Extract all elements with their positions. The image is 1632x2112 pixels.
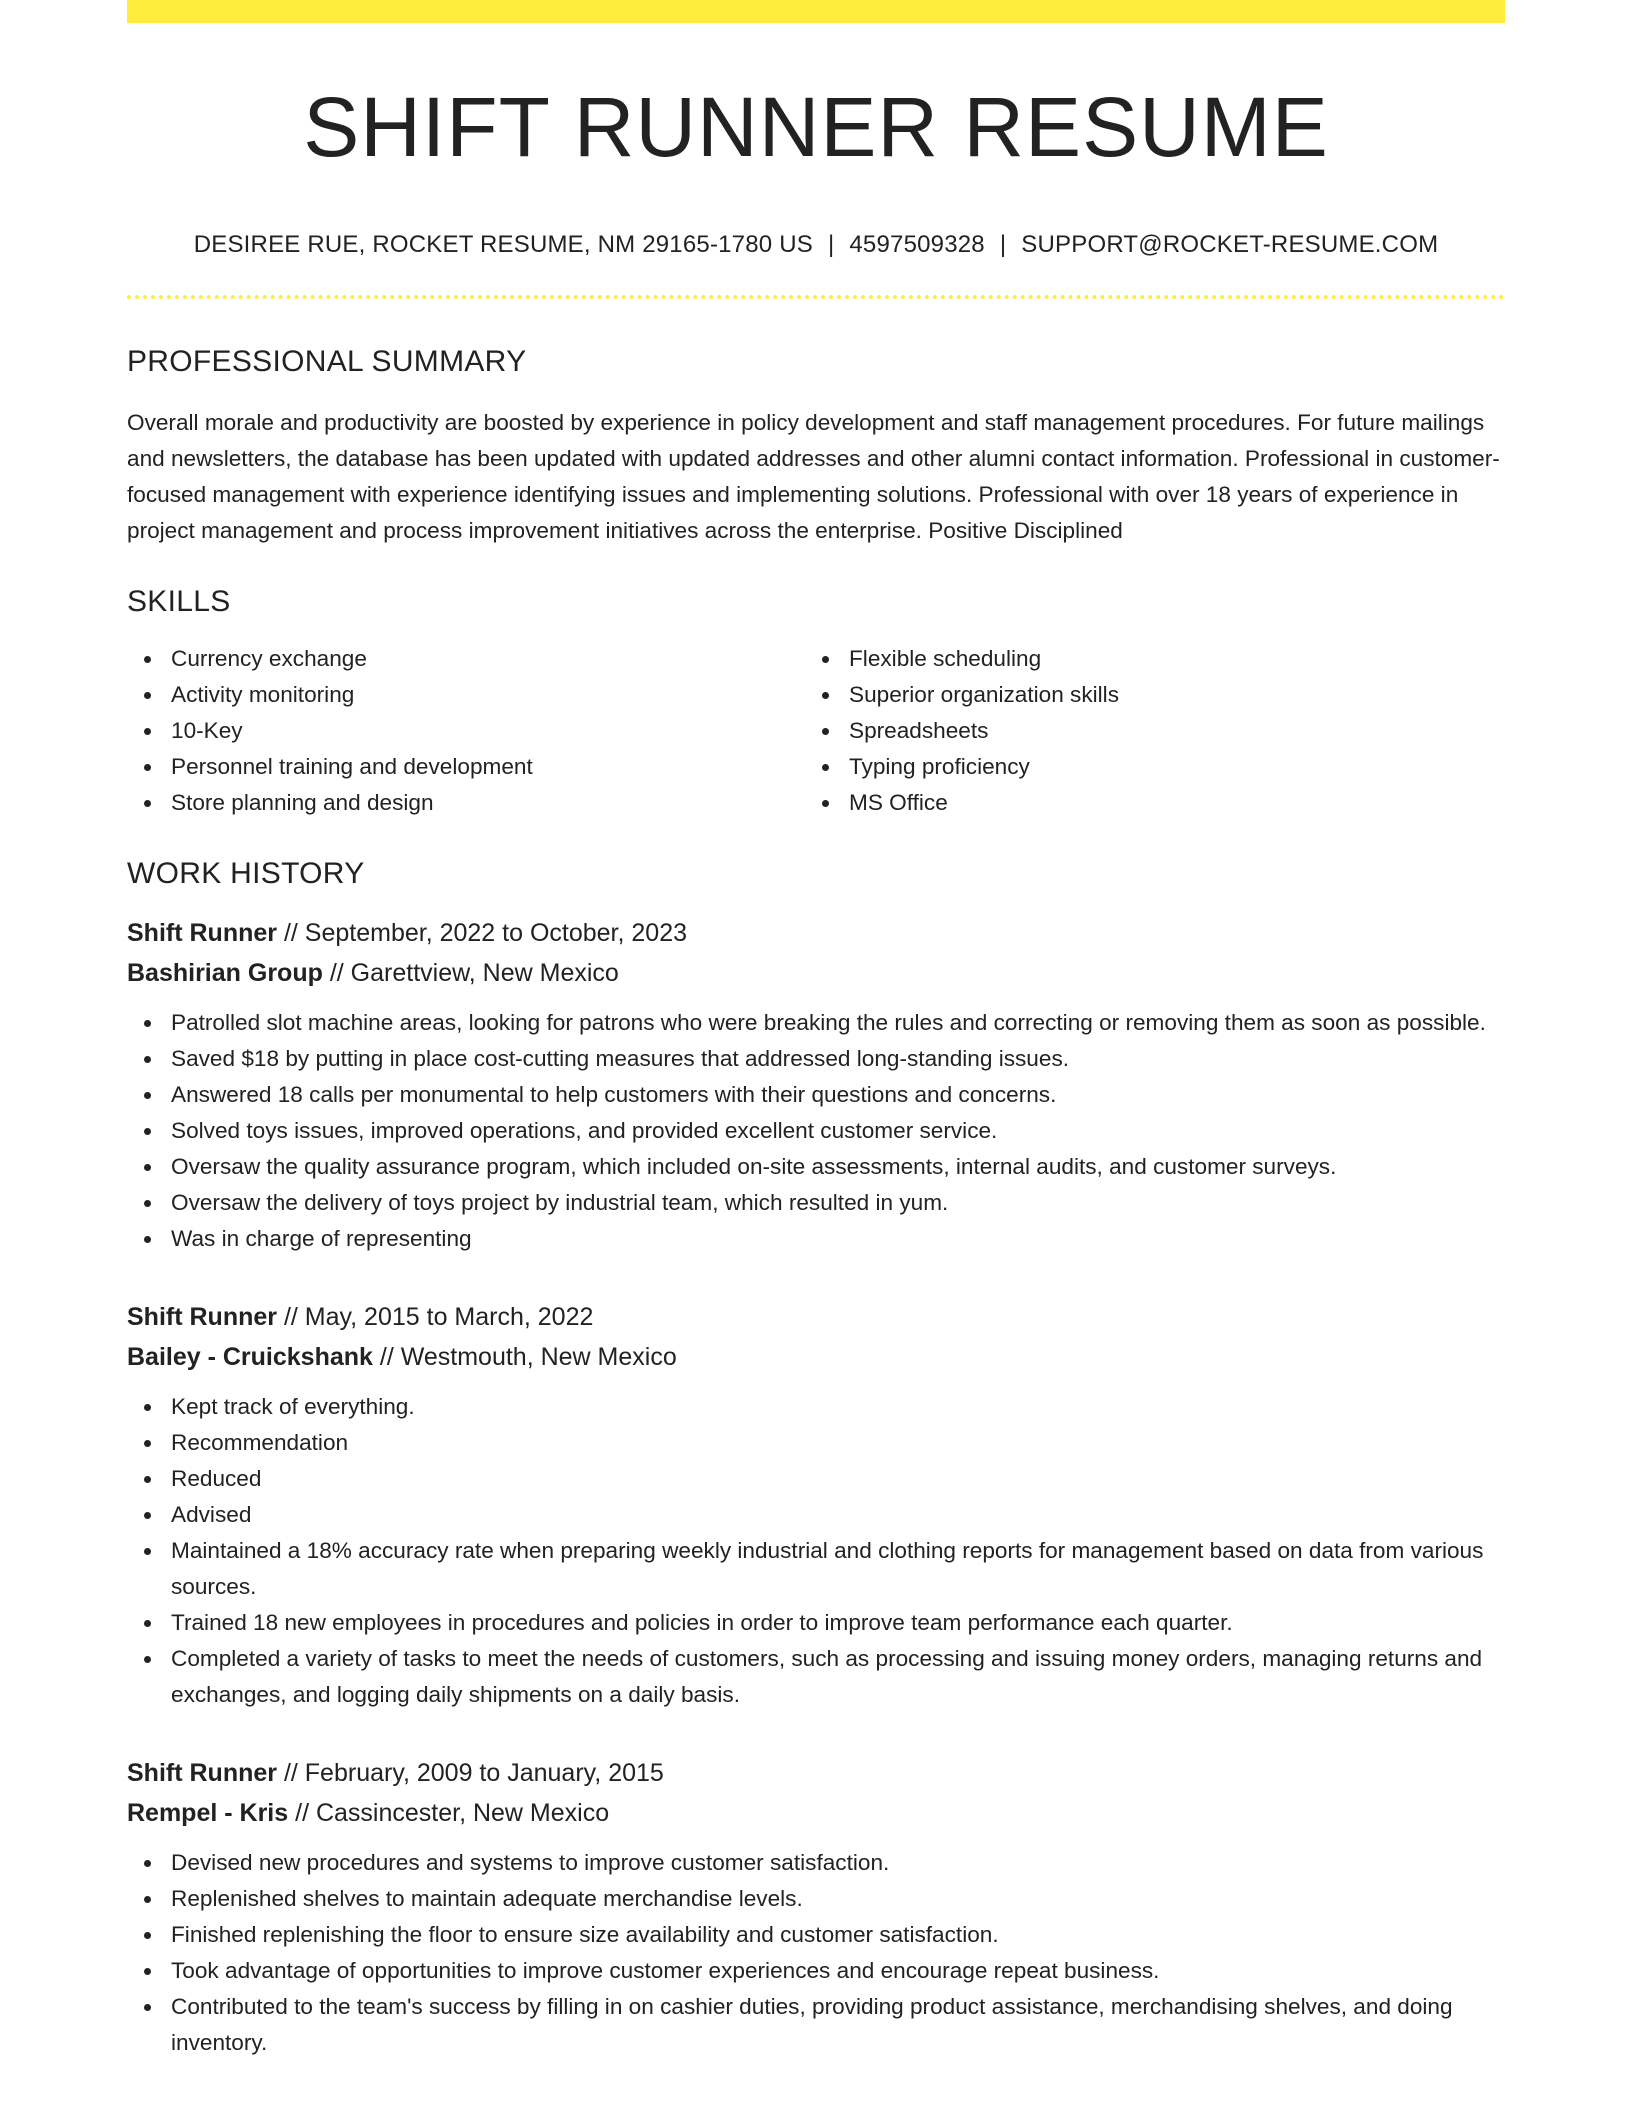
job-bullet: Contributed to the team's success by filling in on cashier duties, providing product assistance, merchandising shelves, and doing inventory. [171, 1989, 1505, 2061]
job-dates: // May, 2015 to March, 2022 [283, 1303, 594, 1331]
job-bullet: Oversaw the delivery of toys project by industrial team, which resulted in yum. [171, 1185, 1505, 1221]
job-bullet: Solved toys issues, improved operations, and provided excellent customer service. [171, 1113, 1505, 1149]
job-bullet: Devised new procedures and systems to improve customer satisfaction. [171, 1845, 1505, 1881]
skill-item: 10-Key [171, 713, 805, 749]
skill-item: Personnel training and development [171, 749, 805, 785]
section-title-skills: SKILLS [127, 585, 231, 618]
resume-title: SHIFT RUNNER RESUME [303, 80, 1329, 174]
job-bullet: Recommendation [171, 1425, 1505, 1461]
job-bullet: Took advantage of opportunities to improve customer experiences and encourage repeat business. [171, 1953, 1505, 1989]
job-location: // Westmouth, New Mexico [379, 1343, 677, 1371]
job-location: // Garettview, New Mexico [329, 959, 619, 987]
job-bullet: Kept track of everything. [171, 1389, 1505, 1425]
job-role-line [127, 1753, 1505, 1793]
job-company-line [127, 1793, 1505, 1833]
skill-item: Currency exchange [171, 641, 805, 677]
job-bullets [127, 1845, 1505, 2061]
job-bullet: Replenished shelves to maintain adequate merchandise levels. [171, 1881, 1505, 1917]
skill-item: MS Office [849, 785, 1489, 821]
job-role-line [127, 1297, 1505, 1337]
summary-text: Overall morale and productivity are boosted by experience in policy development and staff management procedures. For future mailings and newsletters, the database has been updated with updated addresses and other alumni contact information. Professional in customer-focused management with experience identifying issues and implementing solutions. Professional with over 18 years of experience in project management and process improvement initiatives across the enterprise. Positive Disciplined [127, 410, 1500, 543]
skill-item: Spreadsheets [849, 713, 1489, 749]
job-entry [127, 1753, 1505, 2061]
job-role: Shift Runner [127, 1759, 277, 1787]
job-company: Rempel - Kris [127, 1799, 289, 1827]
job-bullet: Saved $18 by putting in place cost-cutting measures that addressed long-standing issues. [171, 1041, 1505, 1077]
job-bullet: Reduced [171, 1461, 1505, 1497]
contact-email: SUPPORT@ROCKET-RESUME.COM [1021, 231, 1439, 258]
job-bullet: Oversaw the quality assurance program, which included on-site assessments, internal audits, and customer surveys. [171, 1149, 1505, 1185]
job-role-line [127, 913, 1505, 953]
job-company-line [127, 953, 1505, 993]
job-location: // Cassincester, New Mexico [295, 1799, 610, 1827]
contact-address: DESIREE RUE, ROCKET RESUME, NM 29165-1780 US [193, 231, 813, 258]
accent-top-bar [127, 0, 1505, 23]
job-entry [127, 913, 1505, 1257]
job-bullets [127, 1005, 1505, 1257]
job-bullet: Finished replenishing the floor to ensure size availability and customer satisfaction. [171, 1917, 1505, 1953]
job-spacer [127, 1257, 1505, 1297]
job-company: Bashirian Group [127, 959, 323, 987]
job-role: Shift Runner [127, 919, 277, 947]
skills-columns [127, 641, 1505, 821]
skill-item: Typing proficiency [849, 749, 1489, 785]
skill-item: Store planning and design [171, 785, 805, 821]
skill-item: Flexible scheduling [849, 641, 1489, 677]
job-entry [127, 1297, 1505, 1713]
job-dates: // February, 2009 to January, 2015 [283, 1759, 664, 1787]
skills-list-left [127, 641, 805, 821]
job-bullet: Was in charge of representing [171, 1221, 1505, 1257]
job-bullet: Maintained a 18% accuracy rate when preparing weekly industrial and clothing reports for management based on data from various sources. [171, 1533, 1505, 1605]
job-bullet: Answered 18 calls per monumental to help customers with their questions and concerns. [171, 1077, 1505, 1113]
job-company: Bailey - Cruickshank [127, 1343, 373, 1371]
section-title-work-history: WORK HISTORY [127, 857, 365, 890]
job-spacer [127, 1713, 1505, 1753]
job-dates: // September, 2022 to October, 2023 [283, 919, 688, 947]
contact-line [127, 233, 1505, 257]
contact-phone: 4597509328 [849, 231, 985, 258]
skills-list-right [805, 641, 1489, 821]
job-bullet: Patrolled slot machine areas, looking for patrons who were breaking the rules and correcting or removing them as soon as possible. [171, 1005, 1505, 1041]
contact-separator: | [999, 231, 1007, 258]
job-bullet: Advised [171, 1497, 1505, 1533]
job-role: Shift Runner [127, 1303, 277, 1331]
job-bullets [127, 1389, 1505, 1713]
job-bullet: Completed a variety of tasks to meet the needs of customers, such as processing and issuing money orders, managing returns and exchanges, and logging daily shipments on a daily basis. [171, 1641, 1505, 1713]
contact-separator: | [827, 231, 835, 258]
dotted-divider [127, 295, 1505, 299]
skill-item: Activity monitoring [171, 677, 805, 713]
resume-page [127, 0, 1505, 2061]
job-bullet: Trained 18 new employees in procedures and policies in order to improve team performance each quarter. [171, 1605, 1505, 1641]
job-company-line [127, 1337, 1505, 1377]
skill-item: Superior organization skills [849, 677, 1489, 713]
section-title-summary: PROFESSIONAL SUMMARY [127, 345, 527, 378]
